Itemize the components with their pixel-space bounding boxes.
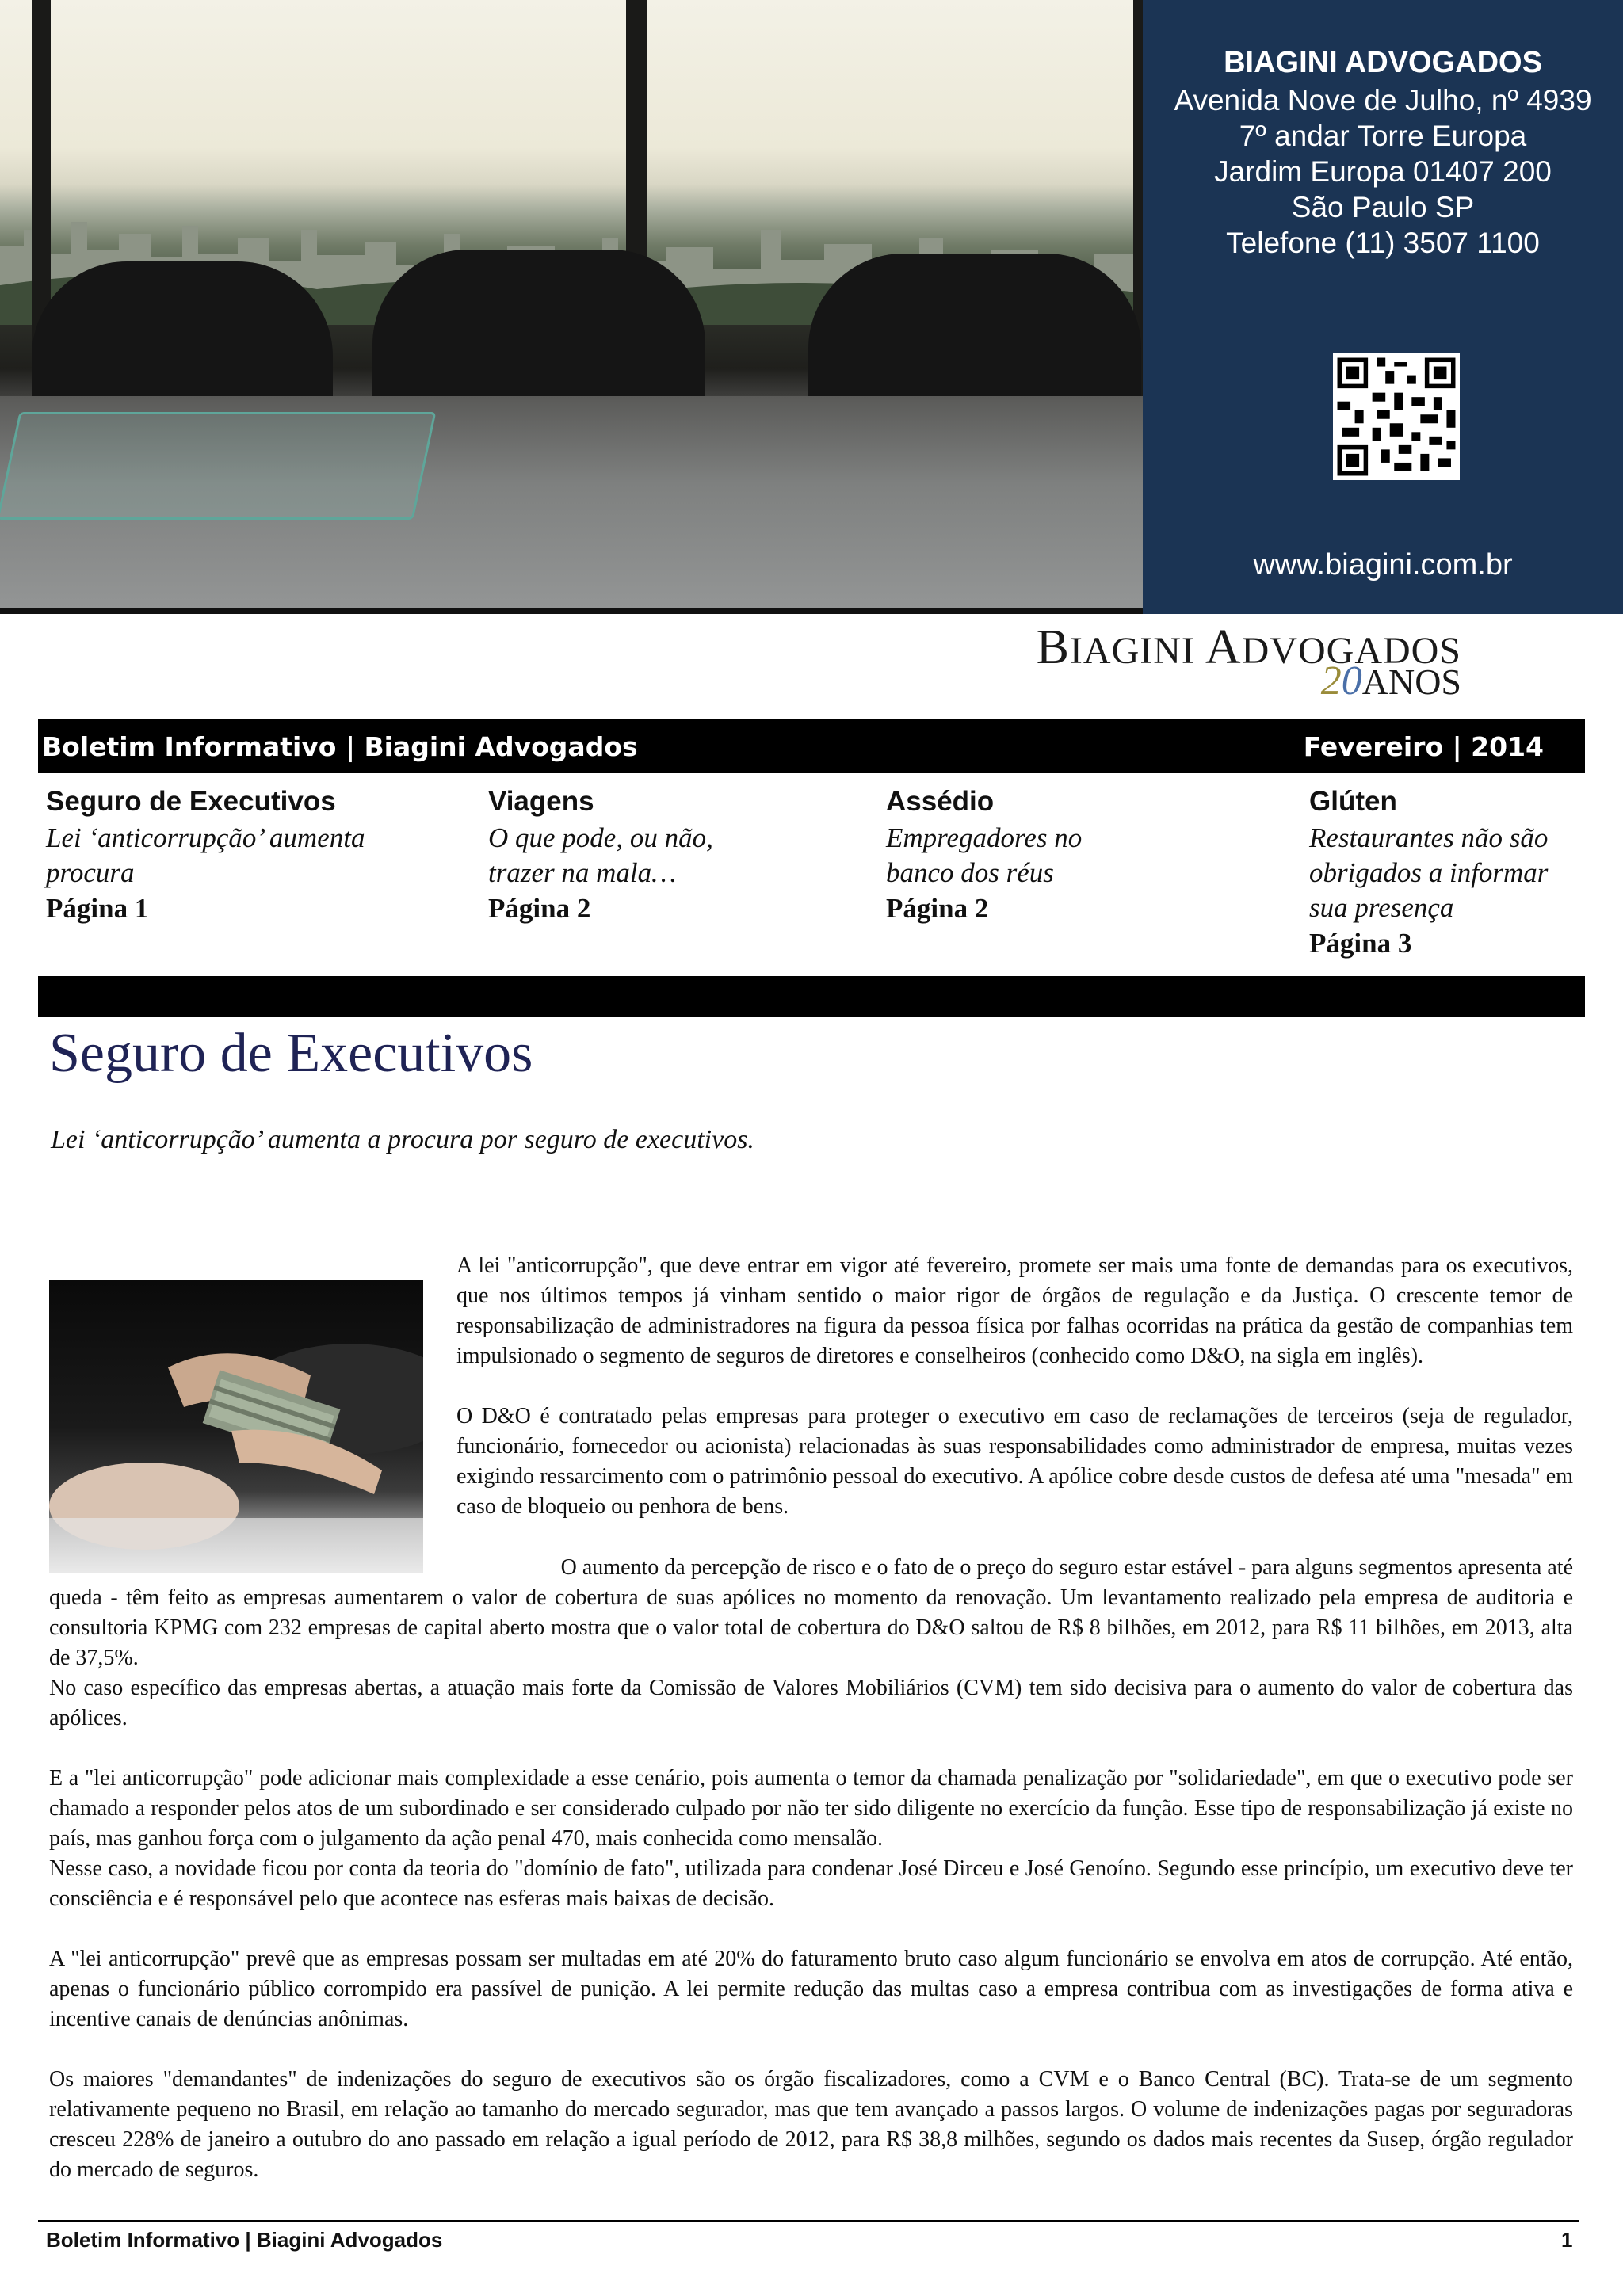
address-line-1: Avenida Nove de Julho, nº 4939	[1174, 84, 1592, 116]
firm-name: BIAGINI ADVOGADOS	[1224, 46, 1542, 79]
money-handover-photo	[49, 1280, 423, 1573]
article-paragraph: Nesse caso, a novidade ficou por conta da teoria do "domínio de fato", utilizada para condenar José Dirceu e José Genoíno. Segundo esse princípio, um executivo deve ter consciência e é responsável pelo que acontece nas esferas mais baixas de decisão.	[49, 1856, 1573, 1911]
topic-viagens[interactable]: Viagens O que pode, ou não, trazer na mala… Página 2	[488, 786, 713, 924]
article-paragraph: E a "lei anticorrupção" pode adicionar mais complexidade a esse cenário, pois aumenta o temor da chamada penalização por "solidariedade", em que o executivo pode ser chamado a responder pelos atos de um subordinado e ser considerado culpado por não ter sido diligente no exercício da função. Esse tipo de responsabilização já existe no país, mas ganhou força com o julgamento da ação penal 470, mais conhecida como mensalão.	[49, 1766, 1573, 1851]
logo-20-anos: 20ANOS	[1320, 658, 1461, 704]
article-wrap-line: O aumento da percepção de risco e o fato de o preço do seguro estar estável - para alguns segmentos apresenta até	[560, 1555, 1573, 1580]
section-divider-bar	[38, 976, 1585, 1017]
glass-tray	[0, 412, 436, 520]
article-intro	[456, 1251, 1573, 1522]
article-paragraph: O D&O é contratado pelas empresas para proteger o executivo em caso de reclamações de terceiros (seja de regulador, funcionário, fornecedor ou acionista) relacionadas às suas responsabilidades como administrador de empresa, muitas vezes exigindo ressarcimento com o patrimônio pessoal do executivo. A apólice cobre desde custos de defesa até uma "mesada" em caso de bloqueio ou penhora de bens.	[456, 1404, 1573, 1519]
article-paragraph: Os maiores "demandantes" de indenizações do seguro de executivos são os órgão fiscalizadores, como a CVM e o Banco Central (BC). Trata-se de um segmento relativamente pequeno no Brasil, em relação ao tamanho do mercado segurador, mas que tem avançado a passos largos. O volume de indenizações pagas por seguradoras cresceu 228% de janeiro a outubro do ano passado em relação a igual período de 2012, para R$ 38,8 milhões, segundo os dados mais recentes da Susep, órgão regulador do mercado de seguros.	[49, 2067, 1573, 2182]
website-link[interactable]: www.biagini.com.br	[1253, 548, 1513, 582]
bulletin-date: Fevereiro | 2014	[1303, 731, 1544, 762]
topic-seguro[interactable]: Seguro de Executivos Lei ‘anticorrupção’ aumenta procura Página 1	[46, 786, 365, 924]
conference-room-photo	[0, 0, 1143, 614]
address-line-2: 7º andar Torre Europa	[1239, 120, 1527, 152]
article-paragraph: queda - têm feito as empresas aumentarem o valor de cobertura de suas apólices no momento da renovação. Um levantamento realizado pela empresa de auditoria e consultoria KPMG com 232 empresas de capital aberto mostra que o valor total de cobertura do D&O saltou de R$ 8 bilhões, em 2012, para R$ 11 bilhões, em 2013, alta de 37,5%.	[49, 1585, 1573, 1670]
phone: Telefone (11) 3507 1100	[1226, 227, 1540, 259]
article-paragraph: No caso específico das empresas abertas, a atuação mais forte da Comissão de Valores Mobiliários (CVM) tem sido decisiva para o aumento do valor de cobertura das apólices.	[49, 1676, 1573, 1730]
footer-divider	[38, 2220, 1579, 2222]
article-body	[49, 1583, 1573, 2185]
article-paragraph: A lei "anticorrupção", que deve entrar em vigor até fevereiro, promete ser mais uma fonte de demandas para os executivos, que nos últimos tempos já vinham sentido o maior rigor de órgãos de regulação e da Justiça. O crescente temor de responsabilização de administradores na figura da pessoa física por falhas ocorridas na prática da gestão de companhias tem impulsionado o segmento de seguros de diretores e conselheiros (conhecido como D&O, na sigla em inglês).	[456, 1253, 1573, 1368]
footer-title: Boletim Informativo | Biagini Advogados	[46, 2228, 443, 2252]
article-paragraph: A "lei anticorrupção" prevê que as empresas possam ser multadas em até 20% do faturamento bruto caso algum funcionário se envolva em atos de corrupção. Até então, apenas o funcionário público corrompido era passível de punição. A lei permite redução das multas caso a empresa contribua com as investigações de forma ativa e incentive canais de denúncias anônimas.	[49, 1947, 1573, 2031]
bulletin-header-bar	[38, 719, 1585, 773]
article-subheadline: Lei ‘anticorrupção’ aumenta a procura por seguro de executivos.	[51, 1125, 754, 1154]
contact-panel	[1143, 0, 1623, 614]
article-headline: Seguro de Executivos	[49, 1023, 533, 1084]
topic-assedio[interactable]: Assédio Empregadores no banco dos réus Página 2	[886, 786, 1083, 924]
bulletin-title: Boletim Informativo | Biagini Advogados	[42, 731, 638, 762]
topic-gluten[interactable]: Glúten Restaurantes não são obrigados a informar sua presença Página 3	[1309, 786, 1549, 959]
address-line-3: Jardim Europa 01407 200	[1214, 155, 1552, 188]
firm-logo-name: BIAGINI ADVOGADOS	[1036, 620, 1461, 674]
city: São Paulo SP	[1291, 191, 1475, 223]
qr-code-icon	[1333, 353, 1460, 480]
page-number: 1	[1561, 2228, 1573, 2252]
